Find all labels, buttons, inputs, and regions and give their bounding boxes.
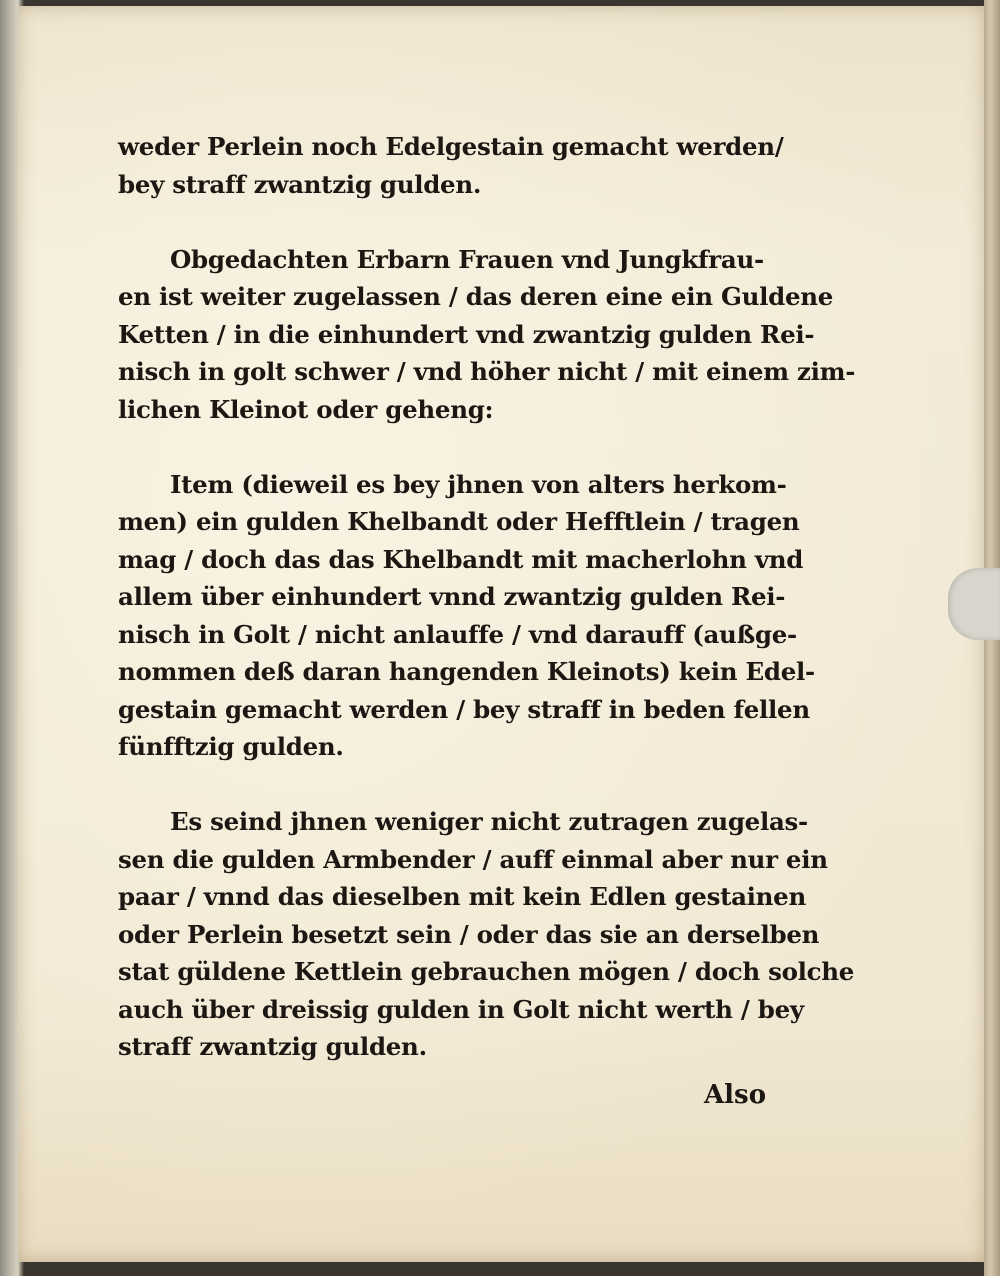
text-line: Obgedachten Erbarn Frauen vnd Jungkfrau- [170,244,764,274]
text-line: Ketten / in die einhundert vnd zwantzig gulden Rei- [118,319,815,349]
text-line: paar / vnnd das dieselben mit kein Edlen gestainen [118,882,806,911]
text-line: auch über dreissig gulden in Golt nicht werth / bey [118,994,804,1024]
text-line: mag / doch das das Khelbandt mit macherlohn vnd [118,544,804,574]
page-tab [948,568,1000,640]
text-line: allem über einhundert vnnd zwantzig gulden Rei- [118,582,786,611]
paragraph-4 [118,803,855,1066]
text-line: Es seind jhnen weniger nicht zutragen zugelas- [170,807,808,836]
text-line: sen die gulden Armbender / auff einmal aber nur ein [118,844,828,874]
text-line: weder Perlein noch Edelgestain gemacht werden/ [118,132,784,161]
text-line: straff zwantzig gulden. [118,1032,427,1061]
text-line: nisch in golt schwer / vnd höher nicht / mit einem zim- [118,357,856,386]
text-line: nisch in Golt / nicht anlauffe / vnd darauff (außge- [118,619,797,649]
text-line: men) ein gulden Khelbandt oder Hefftlein / tragen [118,507,800,536]
text-line: en ist weiter zugelassen / das deren eine ein Guldene [118,282,834,311]
text-line: oder Perlein besetzt sein / oder das sie an derselben [118,919,820,949]
paragraph-3 [118,466,815,766]
text-line: bey straff zwantzig gulden. [118,169,482,199]
body-text [118,128,856,1066]
text-line: nommen deß daran hangenden Kleinots) kein Edel- [118,657,815,686]
text-line: lichen Kleinot oder geheng: [118,394,494,424]
text-line: gestain gemacht werden / bey straff in beden fellen [118,694,810,724]
catchword: Also [704,1080,767,1110]
text-line: fünfftzig gulden. [118,732,344,761]
paragraph-2 [118,241,856,429]
paragraph-1 [118,128,783,203]
text-line: stat güldene Kettlein gebrauchen mögen / doch solche [118,957,855,986]
text-line: Item (dieweil es bey jhnen von alters herkom- [170,469,787,499]
